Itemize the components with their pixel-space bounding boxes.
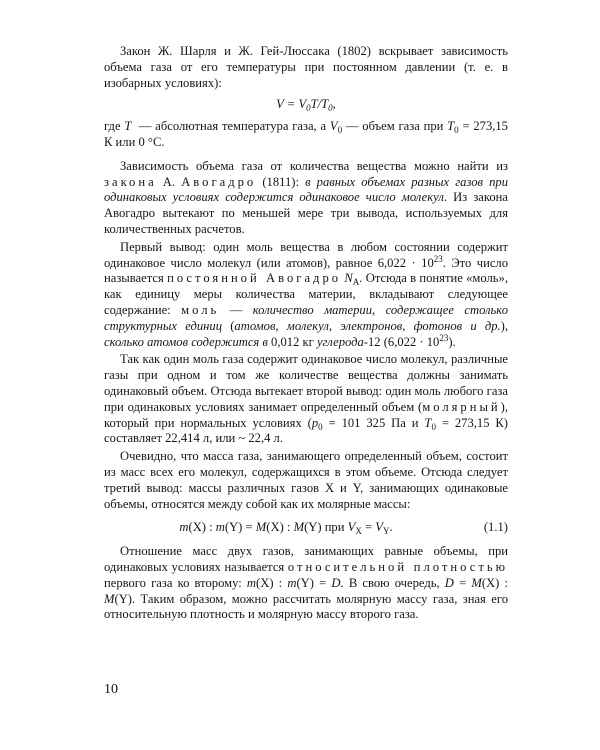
paragraph-formula-legend: где T — абсолютная температура газа, а $V_0$ — объем газа при $T_0 = 273,15$ К или 0 °С. — [104, 119, 508, 149]
formula-charles-law: $V = V_0T/T_0$, — [276, 97, 336, 114]
formula-1-1: m(X) : m(Y) = M(X) : M(Y) при $V_X = V_Y$. — [179, 520, 393, 537]
paragraph-second-conclusion: Так как один моль газа содержит одинаковое число молекул, различные газы при одном и том же количестве вещества должны занимать одинаковый объем. Отсюда вытекает второй вывод: один моль любого газа при одинаковых условиях занимает определенный объем (молярный), который при нормальных условиях ($p_0 = 101$ 325 Па и $T_0 = 273,15$ К) составляет 22,414 л, или ~ 22,4 л. — [104, 352, 508, 446]
paragraph-avogadro-law: Зависимость объема газа от количества вещества можно найти из закона А. Авогадро (1811): в равных объемах разных газов при одинаковых условиях содержится одинаковое число молекул. Из закона Авогадро вытекают по меньшей мере три вывода, используемых для количественных расчетов. — [104, 158, 509, 236]
page-body — [104, 44, 508, 623]
formula-number: (1.1) — [483, 520, 508, 535]
paragraph-first-conclusion: Первый вывод: один моль вещества в любом состоянии содержит одинаковое число молекул (или атомов), равное $6,022 \cdot 10^{23}$. Это число называется постоянной Авогадро $N_A$. Отсюда в понятие «моль», как единицу меры количества материи, вкладывают следующее содержание: моль — количество материи, содержащее столько структурных единиц (атомов, молекул, электронов, фотонов и др.), сколько атомов содержится в 0,012 кг углерода-12 $(6,022 \cdot 10^{23})$. — [104, 239, 509, 349]
page-number: 10 — [104, 682, 118, 697]
formula-molar-mass-ratio — [104, 520, 508, 536]
paragraph-third-conclusion: Очевидно, что масса газа, занимающего определенный объем, состоит из масс всех его молекул, содержащихся в этом объеме. Отсюда следует третий вывод: массы различных газов X и Y, занимающих одинаковые объемы, относятся между собой как их молярные массы: — [104, 449, 508, 511]
paragraph-charles-law: Закон Ж. Шарля и Ж. Гей-Люссака (1802) вскрывает зависимость объема газа от его температуры при постоянном давлении (т. е. в изобарных условиях): — [104, 44, 508, 90]
paragraph-relative-density: Отношение масс двух газов, занимающих равные объемы, при одинаковых условиях называется относительной плотностью первого газа ко второму: m(X) : m(Y) = D. В свою очередь, D = M(X) : M(Y). Таким образом, можно рассчитать молярную массу газа, зная его относительную плотность и молярную массу второго газа. — [104, 544, 508, 622]
